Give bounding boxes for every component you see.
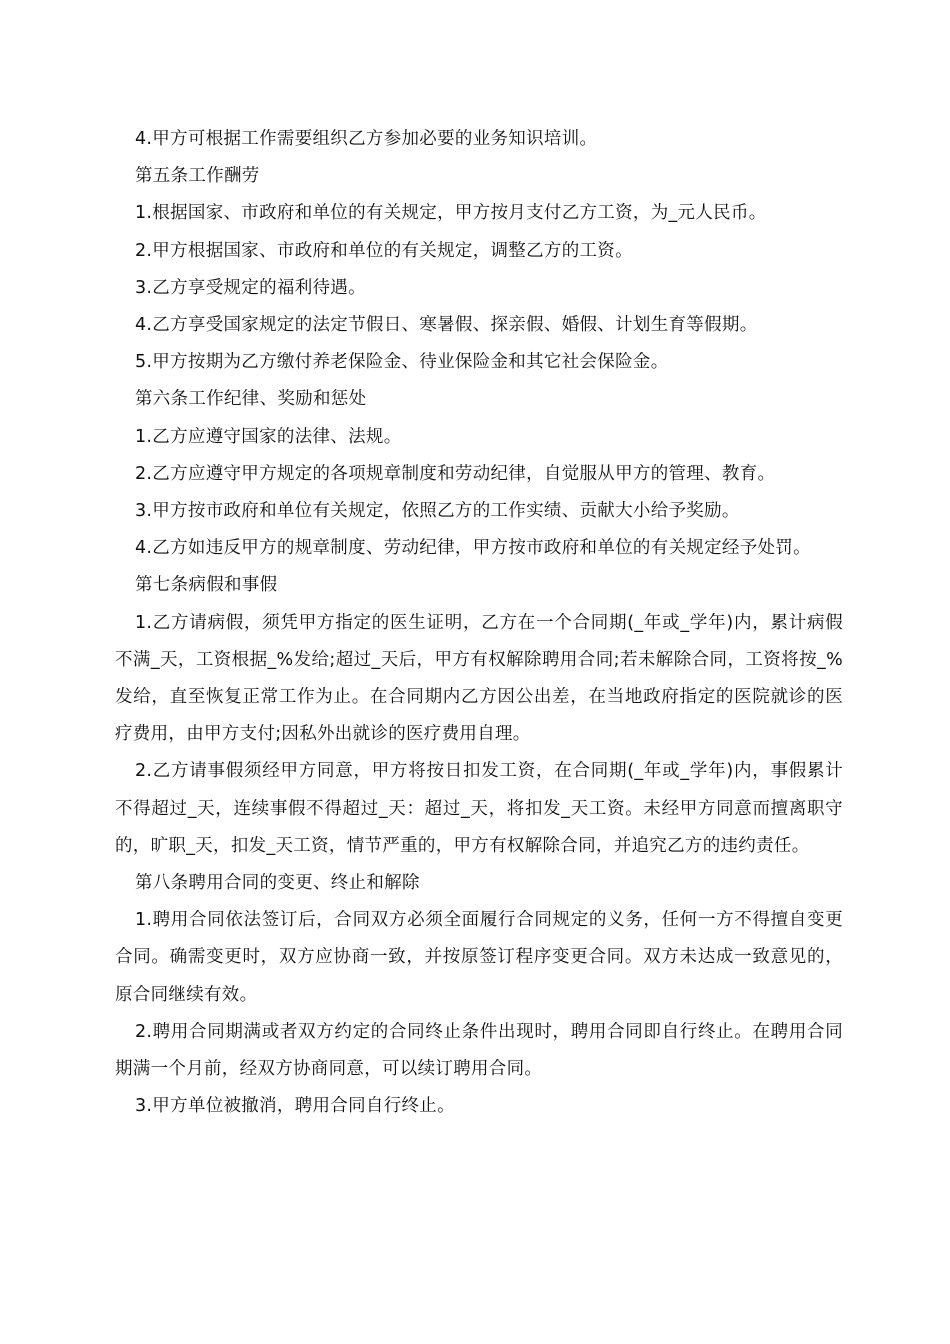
paragraph-contract-expiry: 2.聘用合同期满或者双方约定的合同终止条件出现时，聘用合同即自行终止。在聘用合同期满一个月前，经双方协商同意，可以续订聘用合同。 — [115, 1021, 843, 1080]
paragraph-sick-leave: 1.乙方请病假，须凭甲方指定的医生证明，乙方在一个合同期(_年或_学年)内，累计病假不满_天，工资根据_%发给;超过_天后，甲方有权解除聘用合同;若未解除合同，工资将按_%发给，直至恢复正常工作为止。在合同期内乙方因公出差，在当地政府指定的医院就诊的医疗费用，由甲方支付;因私外出就诊的医疗费用自理。 — [115, 612, 843, 745]
paragraph-personal-leave: 2.乙方请事假须经甲方同意，甲方将按日扣发工资，在合同期(_年或_学年)内，事假累计不得超过_天，连续事假不得超过_天：超过_天，将扣发_天工资。未经甲方同意而擅离职守的，旷职_天，扣发_天工资，情节严重的，甲方有权解除合同，并追究乙方的违约责任。 — [115, 761, 843, 856]
heading-article-6: 第六条工作纪律、奖励和惩处 — [135, 389, 367, 410]
paragraph-insurance: 5.甲方按期为乙方缴付养老保险金、待业保险金和其它社会保险金。 — [135, 352, 669, 373]
paragraph-rules: 2.乙方应遵守甲方规定的各项规章制度和劳动纪律，自觉服从甲方的管理、教育。 — [135, 463, 776, 484]
paragraph-holidays: 4.乙方享受国家规定的法定节假日、寒暑假、探亲假、婚假、计划生育等假期。 — [135, 315, 758, 336]
paragraph-contract-termination: 3.甲方单位被撤消，聘用合同自行终止。 — [135, 1096, 455, 1117]
heading-article-7: 第七条病假和事假 — [135, 575, 278, 596]
paragraph-rewards: 3.甲方按市政府和单位有关规定，依照乙方的工作实绩、贡献大小给予奖励。 — [135, 501, 740, 522]
paragraph-salary-adjust: 2.甲方根据国家、市政府和单位的有关规定，调整乙方的工资。 — [135, 240, 633, 261]
heading-article-8: 第八条聘用合同的变更、终止和解除 — [135, 873, 420, 894]
paragraph-laws: 1.乙方应遵守国家的法律、法规。 — [135, 426, 402, 447]
heading-article-5: 第五条工作酬劳 — [135, 166, 260, 187]
paragraph-contract-change: 1.聘用合同依法签订后，合同双方必须全面履行合同规定的义务，任何一方不得擅自变更合同。确需变更时，双方应协商一致，并按原签订程序变更合同。双方未达成一致意见的，原合同继续有效。 — [115, 910, 843, 1005]
document-body — [115, 121, 843, 1125]
paragraph-welfare: 3.乙方享受规定的福利待遇。 — [135, 277, 366, 298]
paragraph-salary: 1.根据国家、市政府和单位的有关规定，甲方按月支付乙方工资，为_元人民币。 — [135, 203, 767, 224]
paragraph-training: 4.甲方可根据工作需要组织乙方参加必要的业务知识培训。 — [135, 129, 598, 149]
paragraph-penalties: 4.乙方如违反甲方的规章制度、劳动纪律，甲方按市政府和单位的有关规定经予处罚。 — [135, 538, 811, 559]
